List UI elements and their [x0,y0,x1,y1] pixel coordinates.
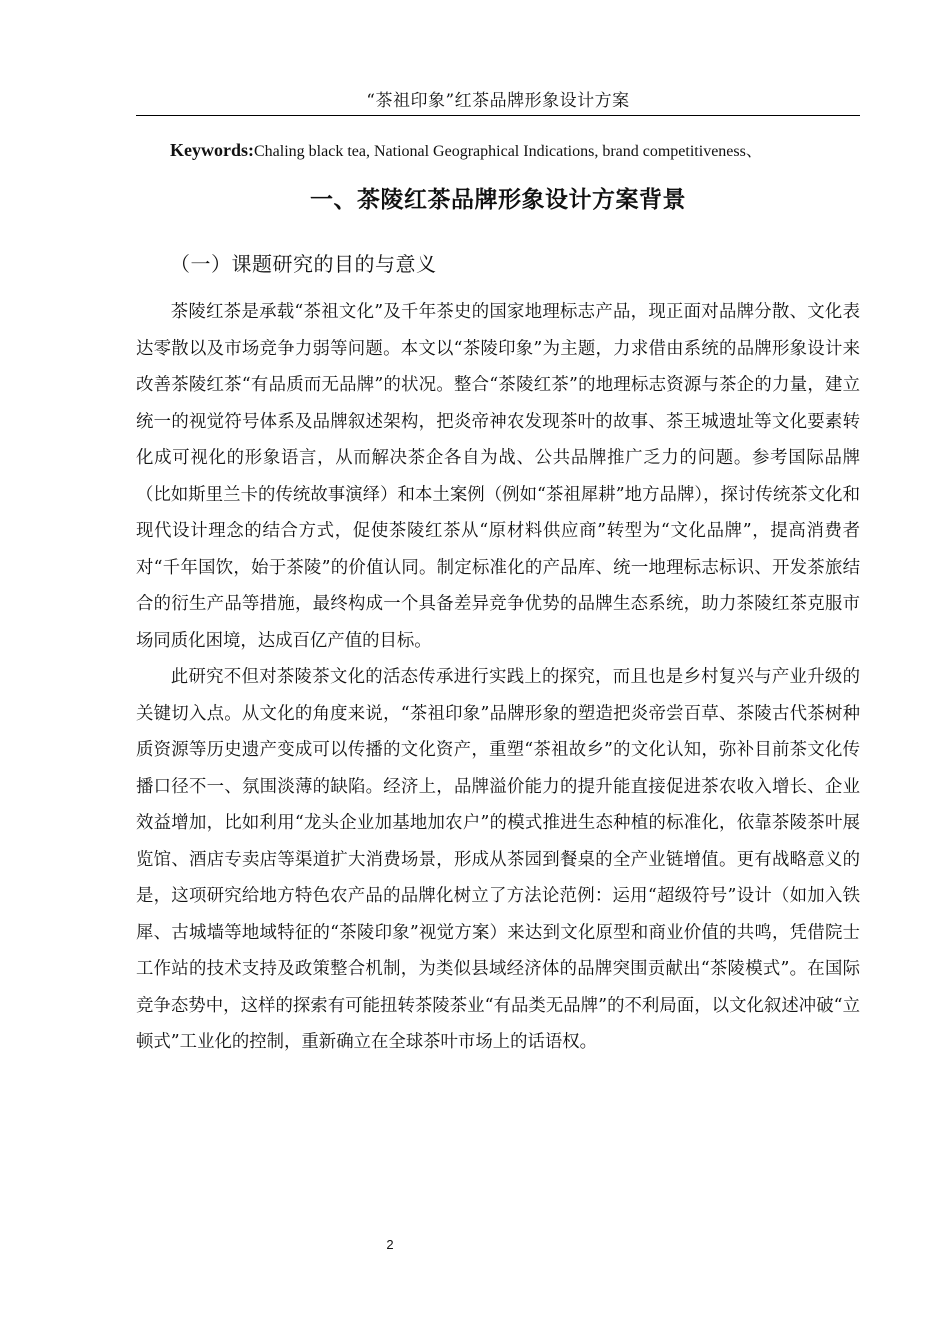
header-divider [136,115,860,116]
keywords-label: Keywords: [170,140,254,160]
page-number: 2 [386,1237,394,1252]
keywords-line [170,138,860,162]
paragraph-significance: 此研究不但对茶陵茶文化的活态传承进行实践上的探究，而且也是乡村复兴与产业升级的关键切入点。从文化的角度来说，“茶祖印象”品牌形象的塑造把炎帝尝百草、茶陵古代茶树种质资源等历史遗产变成可以传播的文化资产，重塑“茶祖故乡”的文化认知，弥补目前茶文化传播口径不一、氛围淡薄的缺陷。经济上，品牌溢价能力的提升能直接促进茶农收入增长、企业效益增加，比如利用“龙头企业加基地加农户”的模式推进生态种植的标准化，依靠茶陵茶叶展览馆、酒店专卖店等渠道扩大消费场景，形成从茶园到餐桌的全产业链增值。更有战略意义的是，这项研究给地方特色农产品的品牌化树立了方法论范例：运用“超级符号”设计（如加入铁犀、古城墙等地域特征的“茶陵印象”视觉方案）来达到文化原型和商业价值的共鸣，凭借院士工作站的技术支持及政策整合机制，为类似县域经济体的品牌突围贡献出“茶陵模式”。在国际竞争态势中，这样的探索有可能扭转茶陵茶业“有品类无品牌”的不利局面，以文化叙述冲破“立顿式”工业化的控制，重新确立在全球茶叶市场上的话语权。 [136,667,860,1052]
paragraph-purpose: 茶陵红茶是承载“茶祖文化”及千年茶史的国家地理标志产品，现正面对品牌分散、文化表达零散以及市场竞争力弱等问题。本文以“茶陵印象”为主题，力求借由系统的品牌形象设计来改善茶陵红茶“有品质而无品牌”的状况。整合“茶陵红茶”的地理标志资源与茶企的力量，建立统一的视觉符号体系及品牌叙述架构，把炎帝神农发现茶叶的故事、茶王城遗址等文化要素转化成可视化的形象语言，从而解决茶企各自为战、公共品牌推广乏力的问题。参考国际品牌（比如斯里兰卡的传统故事演绎）和本土案例（例如“茶祖犀耕”地方品牌），探讨传统茶文化和现代设计理念的结合方式，促使茶陵红茶从“原材料供应商”转型为“文化品牌”，提高消费者对“千年国饮，始于茶陵”的价值认同。制定标准化的产品库、统一地理标志标识、开发茶旅结合的衍生产品等措施，最终构成一个具备差异竞争优势的品牌生态系统，助力茶陵红茶克服市场同质化困境，达成百亿产值的目标。 [136,302,860,651]
running-header: “茶祖印象”红茶品牌形象设计方案 [366,91,630,111]
keywords-text: Chaling black tea, National Geographical Indications, brand competitiveness、 [254,143,762,160]
body-text [136,294,860,1061]
section-heading: 一、茶陵红茶品牌形象设计方案背景 [310,187,686,213]
subsection-heading: （一）课题研究的目的与意义 [170,252,437,276]
